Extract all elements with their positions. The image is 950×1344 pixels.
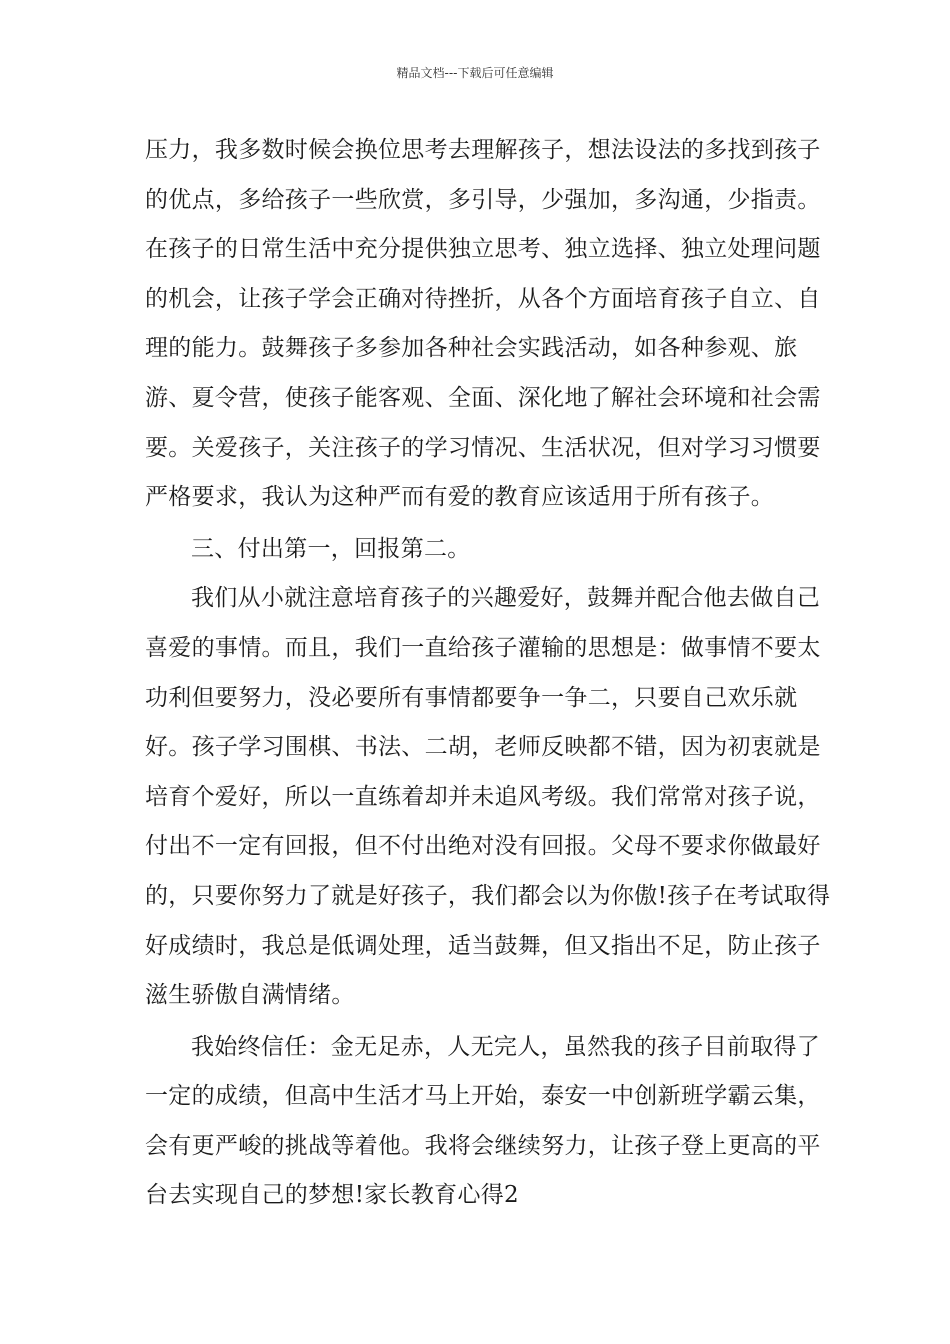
paragraph-belief: 我始终信任：金无足赤，人无完人，虽然我的孩子目前取得了一定的成绩，但高中生活才马上开始，泰安一中创新班学霸云集，会有更严峻的挑战等着他。我将会继续努力，让孩子登上更高的平台去实现自己的梦想!家长教育心得2 [145,1033,821,1209]
section-heading-three: 三、付出第一，回报第二。 [191,535,471,562]
paragraph-continuation: 压力，我多数时候会换位思考去理解孩子，想法设法的多找到孩子的优点，多给孩子一些欣赏，多引导，少强加，多沟通，少指责。在孩子的日常生活中充分提供独立思考、独立选择、独立处理问题的机会，让孩子学会正确对待挫折，从各个方面培育孩子自立、自理的能力。鼓舞孩子多参加各种社会实践活动，如各种参观、旅游、夏令营，使孩子能客观、全面、深化地了解社会环境和社会需要。关爱孩子，关注孩子的学习情况、生活状况，但对学习习惯要严格要求，我认为这种严而有爱的教育应该适用于所有孩子。 [145,137,821,511]
document-body [145,126,835,1221]
page-header: 精品文档---下载后可任意编辑 [396,66,554,80]
paragraph-hobbies: 我们从小就注意培育孩子的兴趣爱好，鼓舞并配合他去做自己喜爱的事情。而且，我们一直给孩子灌输的思想是：做事情不要太功利但要努力，没必要所有事情都要争一争二，只要自己欢乐就好。孩子学习围棋、书法、二胡，老师反映都不错，因为初衷就是培育个爱好，所以一直练着却并未追风考级。我们常常对孩子说，付出不一定有回报，但不付出绝对没有回报。父母不要求你做最好的，只要你努力了就是好孩子，我们都会以为你傲!孩子在考试取得好成绩时，我总是低调处理，适当鼓舞，但又指出不足，防止孩子滋生骄傲自满情绪。 [145,585,831,1009]
